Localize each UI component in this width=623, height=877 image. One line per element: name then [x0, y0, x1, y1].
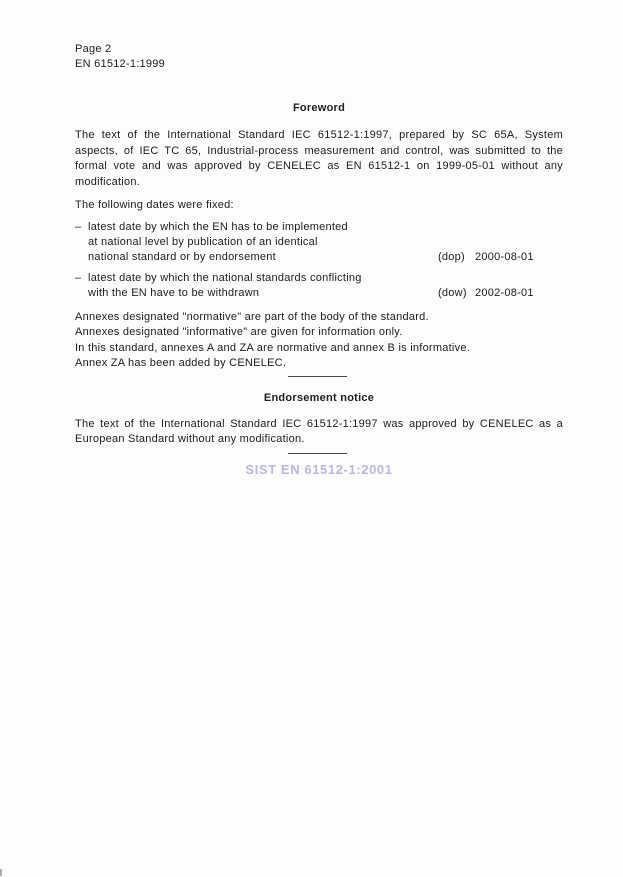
annex-notes [75, 310, 563, 372]
date-item-text [75, 271, 438, 301]
foreword-title: Foreword [292, 102, 346, 114]
date-value: 2000-08-01 [475, 250, 534, 263]
scan-artifact [0, 869, 2, 876]
sist-watermark: SIST EN 61512-1:2001 [245, 461, 393, 477]
list-dash: – [75, 271, 82, 284]
paragraph-line: formal vote and was approved by CENELEC as EN 61512-1 on 1999-05-01 without any [75, 160, 563, 173]
foreword-intro-paragraph [75, 128, 563, 191]
paragraph-line: aspects, of IEC TC 65, Industrial-process measurement and control, was submitted to the [75, 144, 563, 157]
date-item-dow [75, 271, 563, 301]
dates-intro: The following dates were fixed: [75, 198, 234, 211]
date-item-dop [75, 220, 563, 265]
annex-note-line: Annexes designated "normative" are part of the body of the standard. [75, 310, 429, 323]
list-line: latest date by which the EN has to be implemented [88, 220, 348, 233]
endorsement-paragraph [75, 417, 563, 448]
date-value-dop [438, 250, 534, 265]
endorsement-notice-title: Endorsement notice [263, 391, 375, 404]
date-label: (dop) [438, 250, 465, 263]
list-line: with the EN have to be withdrawn [88, 286, 260, 299]
section-divider [288, 376, 347, 377]
list-dash: – [75, 220, 82, 233]
date-item-lines [88, 220, 348, 265]
paragraph-line: The text of the International Standard IEC 61512-1:1997, prepared by SC 65A, System [75, 129, 563, 141]
list-line: national standard or by endorsement [88, 250, 276, 263]
annex-note-line: In this standard, annexes A and ZA are normative and annex B is informative. [75, 341, 471, 354]
list-line: at national level by publication of an identical [88, 235, 318, 248]
paragraph-line: The text of the International Standard IEC 61512-1:1997 was approved by CENELEC as a [75, 417, 563, 430]
annex-note-line: Annex ZA has been added by CENELEC. [75, 357, 287, 370]
annex-note-line: Annexes designated "informative" are given for information only. [75, 326, 403, 339]
date-label: (dow) [438, 286, 467, 299]
page-content [75, 0, 563, 478]
paragraph-line: modification. [75, 176, 141, 189]
paragraph-line: European Standard without any modification. [75, 433, 305, 446]
date-item-text [75, 220, 438, 265]
date-item-lines [88, 271, 362, 301]
date-value-dow [438, 286, 534, 301]
list-line: latest date by which the national standards conflicting [88, 271, 362, 284]
date-value: 2002-08-01 [475, 286, 534, 299]
standard-reference: EN 61512-1:1999 [75, 58, 165, 70]
page-header [75, 42, 563, 72]
section-divider [288, 453, 347, 454]
page-number: Page 2 [75, 43, 112, 55]
